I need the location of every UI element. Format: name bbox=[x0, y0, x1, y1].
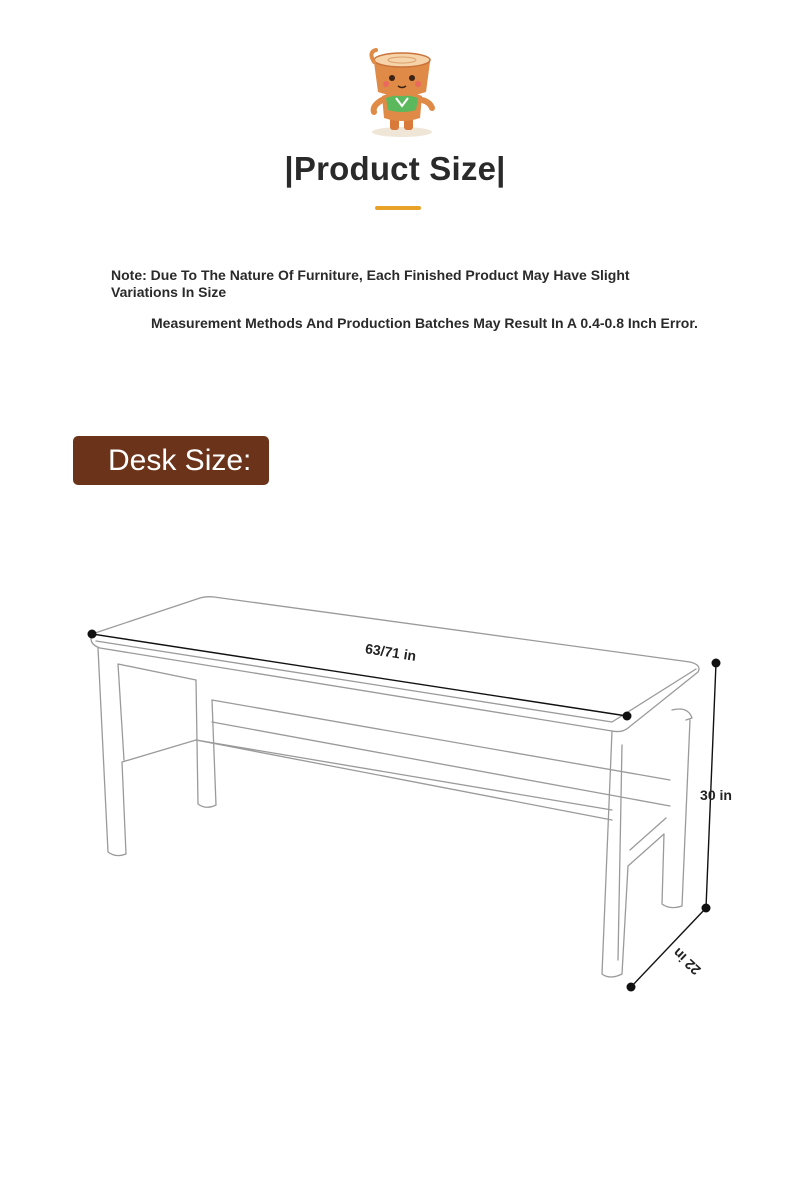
mascot-icon bbox=[364, 48, 440, 140]
height-bottom-dot bbox=[702, 904, 711, 913]
desk-size-label: Desk Size: bbox=[73, 436, 269, 485]
front-left-leg bbox=[98, 648, 612, 856]
tabletop-outline bbox=[91, 597, 699, 732]
length-label: 63/71 in bbox=[364, 640, 418, 664]
title-underline bbox=[375, 206, 421, 210]
measurement-error-note: Measurement Methods And Production Batches May Result In A 0.4-0.8 Inch Error. bbox=[151, 315, 698, 331]
length-end-dot bbox=[623, 712, 632, 721]
desk-dimension-diagram bbox=[0, 560, 790, 1040]
depth-end-dot bbox=[627, 983, 636, 992]
size-variation-note: Note: Due To The Nature Of Furniture, Each Finished Product May Have Slight Variations In Size bbox=[111, 267, 630, 300]
length-start-dot bbox=[88, 630, 97, 639]
height-dimension-line bbox=[706, 663, 716, 908]
depth-label: 22 in bbox=[669, 944, 704, 979]
page-title: |Product Size| bbox=[284, 150, 506, 187]
height-label: 30 in bbox=[700, 787, 732, 803]
height-top-dot bbox=[712, 659, 721, 668]
